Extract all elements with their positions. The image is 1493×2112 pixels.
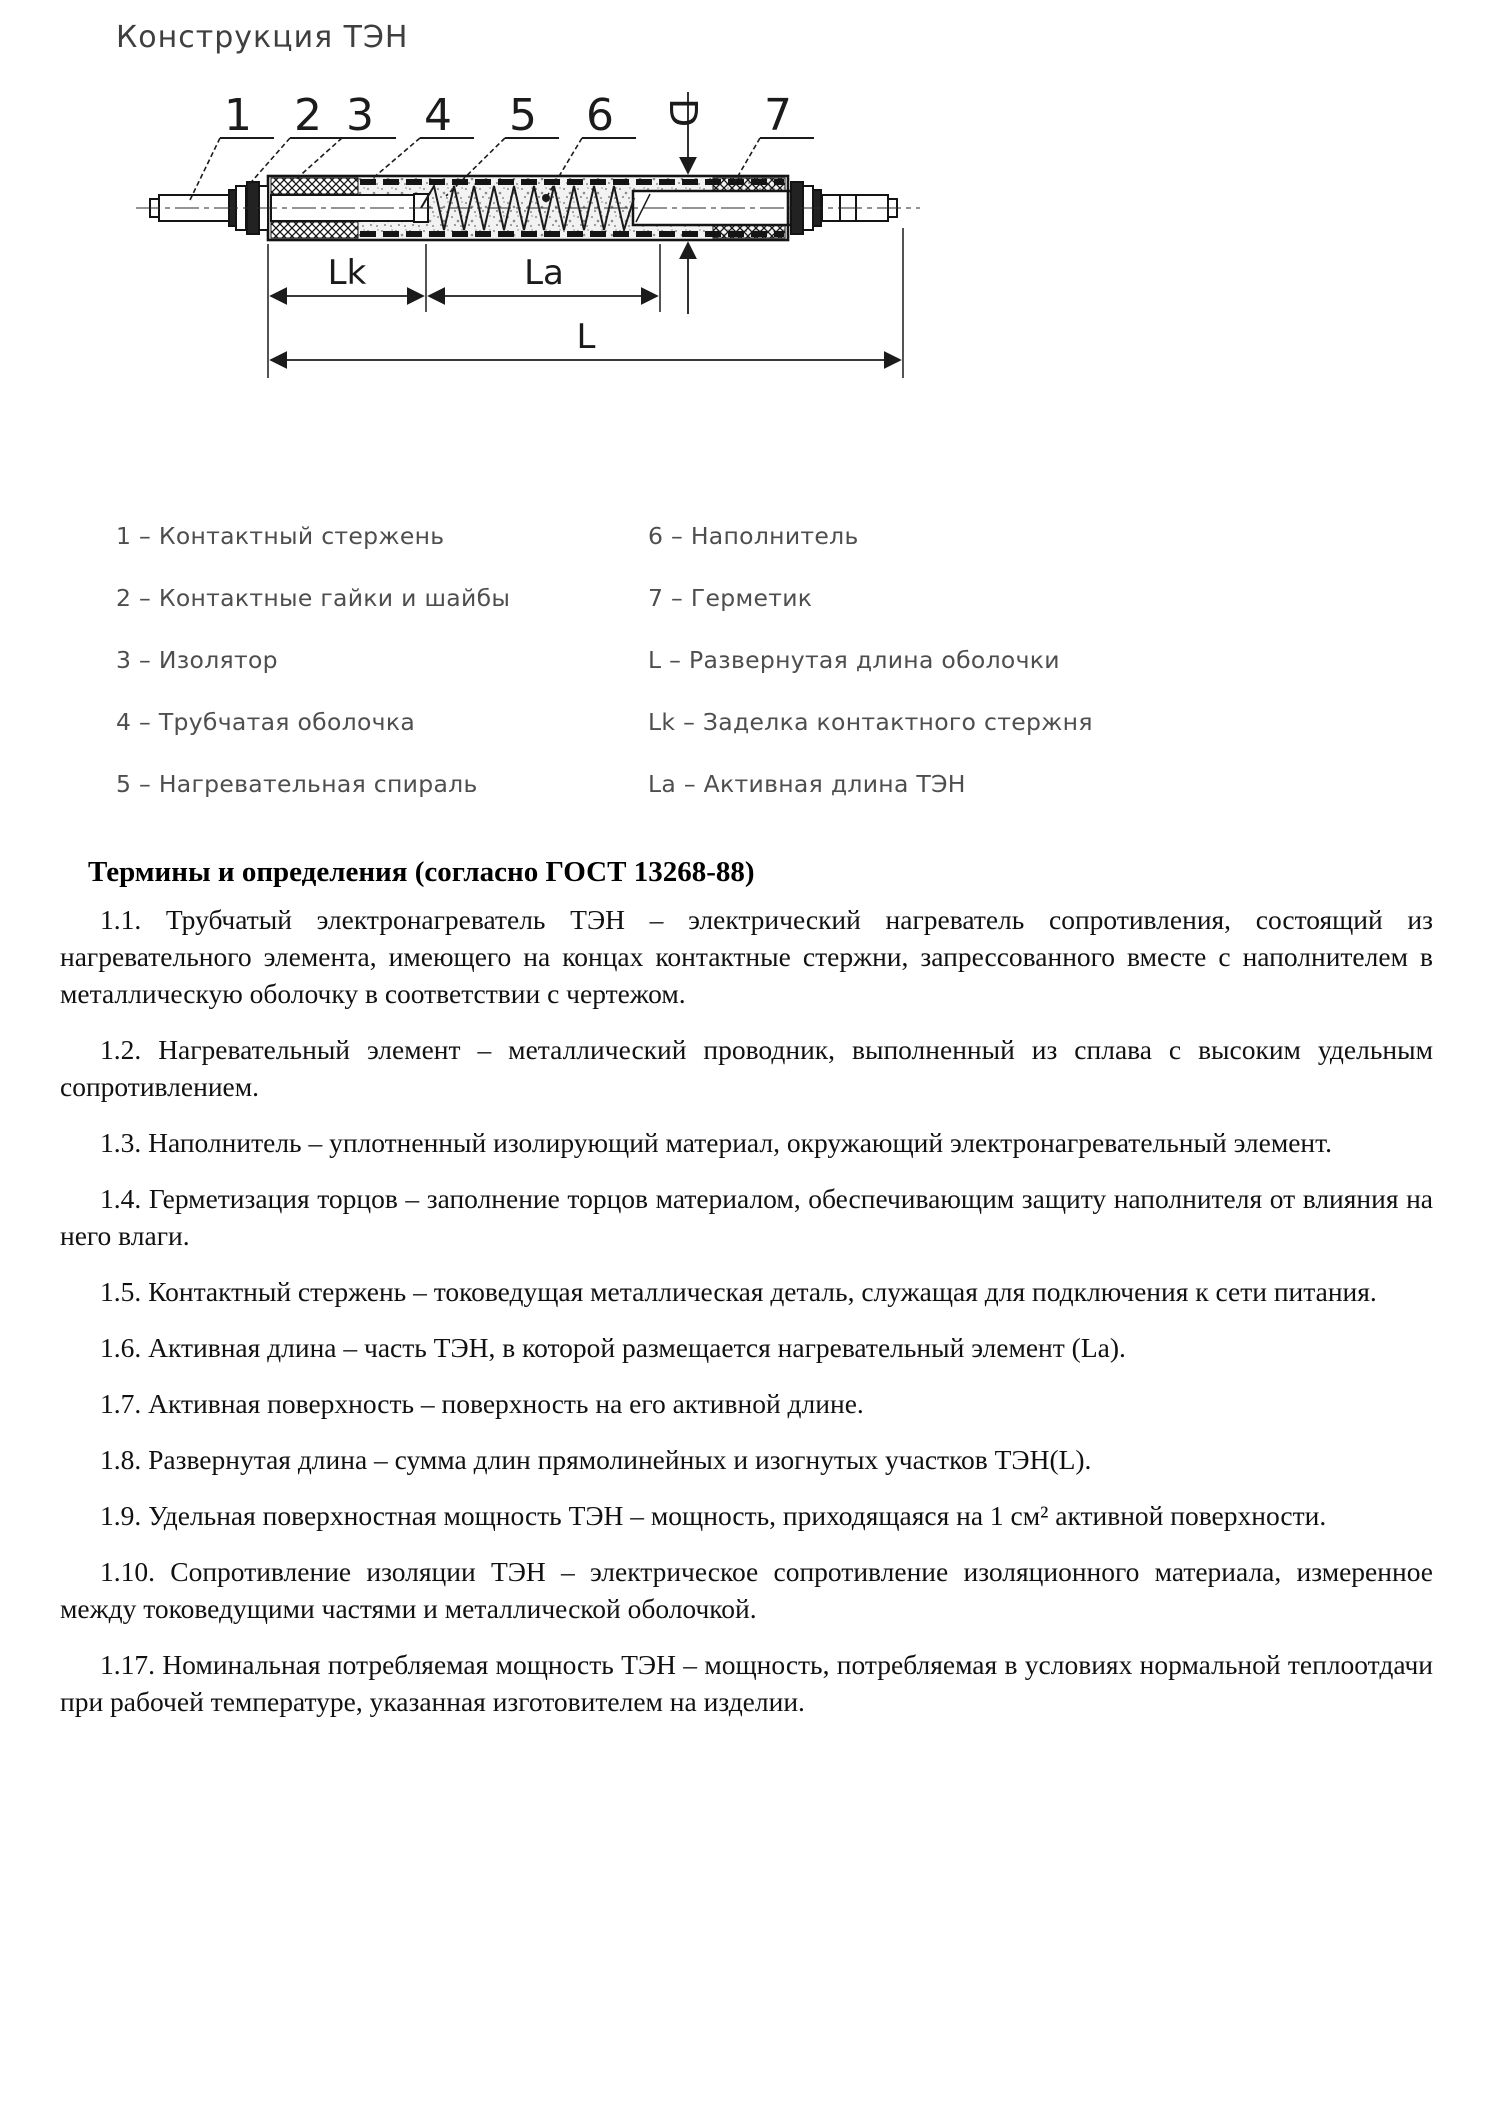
callouts (224, 90, 792, 141)
term-definition: 1.4. Герметизация торцов – заполнение торцов материалом, обеспечивающим защиту наполнителя от влияния на него влаги. (60, 1183, 1433, 1251)
legend-item: L – Развернутая длина оболочки (648, 646, 1060, 674)
dim-label-l: L (576, 317, 596, 357)
term-definition: 1.10. Сопротивление изоляции ТЭН – электрическое сопротивление изоляционного материала, измеренное между токоведущими частями и металлической оболочкой. (60, 1556, 1433, 1624)
terms-heading: Термины и определения (согласно ГОСТ 13268-88) (88, 856, 755, 888)
legend-item: La – Активная длина ТЭН (648, 770, 966, 798)
term-definition: 1.2. Нагревательный элемент – металлический проводник, выполненный из сплава с высоким удельным сопротивлением. (60, 1034, 1433, 1102)
callout-5: 5 (509, 90, 537, 141)
term-definition: 1.17. Номинальная потребляемая мощность ТЭН – мощность, потребляемая в условиях нормальной теплоотдачи при рабочей температуре, указанная изготовителем на изделии. (60, 1649, 1433, 1717)
term-definition: 1.3. Наполнитель – уплотненный изолирующий материал, окружающий электронагревательный элемент. (100, 1127, 1332, 1158)
legend-item: 7 – Герметик (648, 584, 813, 612)
dim-label-la: La (524, 253, 564, 293)
page-title: Конструкция ТЭН (116, 20, 409, 55)
callout-6: 6 (586, 90, 614, 141)
term-definition: 1.7. Активная поверхность – поверхность на его активной длине. (100, 1388, 864, 1419)
legend-column-left (116, 522, 648, 832)
term-definition: 1.8. Развернутая длина – сумма длин прямолинейных и изогнутых участков ТЭН(L). (100, 1444, 1092, 1475)
legend-item: 5 – Нагревательная спираль (116, 770, 478, 798)
term-definition: 1.9. Удельная поверхностная мощность ТЭН – мощность, приходящаяся на 1 см² активной поверхности. (100, 1500, 1327, 1531)
ten-diagram-svg (128, 88, 938, 488)
dim-label-d: D (661, 98, 705, 128)
legend (116, 522, 1376, 832)
callout-2: 2 (294, 90, 322, 141)
legend-item: 3 – Изолятор (116, 646, 278, 674)
legend-item: 4 – Трубчатая оболочка (116, 708, 416, 736)
dim-label-lk: Lk (327, 253, 367, 293)
terms-list (60, 901, 1433, 1720)
heater-construction-diagram (128, 88, 938, 488)
term-definition: 1.6. Активная длина – часть ТЭН, в которой размещается нагревательный элемент (La). (100, 1332, 1126, 1363)
callout-3: 3 (346, 90, 374, 141)
term-definition: 1.1. Трубчатый электронагреватель ТЭН – электрический нагреватель сопротивления, состоящий из нагревательного элемента, имеющего на концах контактные стержни, запрессованного вместе с наполнителем в металлическую оболочку в соответствии с чертежом. (60, 904, 1433, 1009)
terms-section (0, 856, 1493, 1739)
callout-1: 1 (224, 90, 252, 141)
legend-item: Lk – Заделка контактного стержня (648, 708, 1093, 736)
callout-7: 7 (764, 90, 792, 141)
legend-item: 6 – Наполнитель (648, 522, 859, 550)
term-definition: 1.5. Контактный стержень – токоведущая металлическая деталь, служащая для подключения к сети питания. (100, 1276, 1377, 1307)
callout-4: 4 (424, 90, 452, 141)
legend-item: 2 – Контактные гайки и шайбы (116, 584, 511, 612)
legend-item: 1 – Контактный стержень (116, 522, 445, 550)
legend-column-right (648, 522, 1288, 832)
